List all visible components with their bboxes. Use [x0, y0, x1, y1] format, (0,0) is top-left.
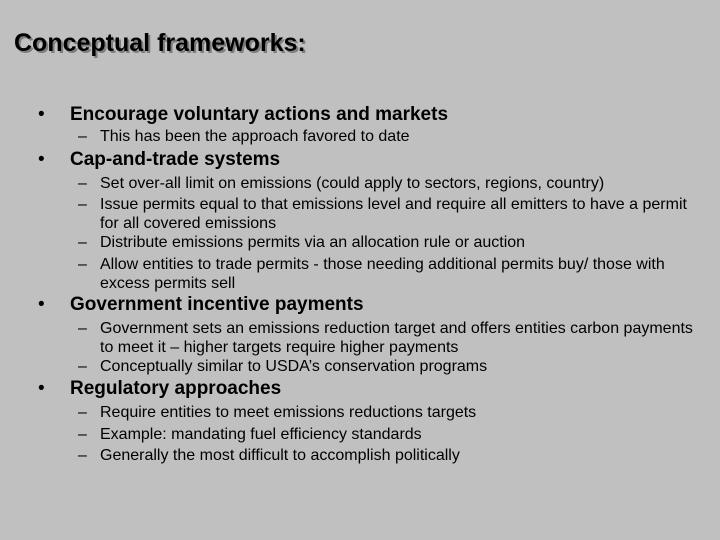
sub-item — [78, 319, 708, 357]
sub-item — [78, 127, 708, 146]
bullet-marker: • — [38, 149, 45, 170]
dash-marker: – — [78, 447, 87, 464]
bullet-government-incentive — [38, 293, 364, 317]
sub-item — [78, 446, 708, 465]
sub-item-text: Example: mandating fuel efficiency standards — [100, 426, 422, 443]
sub-item — [78, 174, 708, 193]
dash-marker: – — [78, 426, 87, 443]
sub-item-text: Require entities to meet emissions reductions targets — [100, 404, 477, 421]
bullet-text: Cap-and-trade systems — [70, 149, 281, 170]
bullet-voluntary-actions — [38, 103, 448, 127]
bullet-text: Encourage voluntary actions and markets — [70, 104, 449, 125]
slide-title: Conceptual frameworks: — [14, 29, 306, 57]
dash-marker: – — [78, 256, 87, 273]
sub-item-text: Generally the most difficult to accomplish politically — [100, 447, 460, 464]
sub-item — [78, 403, 708, 422]
sub-item-text: Set over-all limit on emissions (could apply to sectors, regions, country) — [100, 175, 605, 192]
dash-marker: – — [78, 196, 87, 213]
dash-marker: – — [78, 404, 87, 421]
dash-marker: – — [78, 358, 87, 375]
sub-item — [78, 357, 708, 376]
sub-item-text: Conceptually similar to USDA’s conservation programs — [100, 358, 488, 375]
sub-item-text: Issue permits equal to that emissions level and require all emitters to have a permit for all covered emissions — [100, 196, 687, 232]
bullet-text: Regulatory approaches — [70, 378, 282, 399]
sub-item-text: This has been the approach favored to date — [100, 128, 410, 145]
bullet-text: Government incentive payments — [70, 294, 364, 315]
bullet-cap-and-trade — [38, 148, 280, 172]
dash-marker: – — [78, 175, 87, 192]
bullet-marker: • — [38, 294, 45, 315]
sub-item-text: Government sets an emissions reduction target and offers entities carbon payments to meet it – higher targets require higher payments — [100, 320, 693, 356]
bullet-regulatory-approaches — [38, 377, 281, 401]
bullet-marker: • — [38, 104, 45, 125]
dash-marker: – — [78, 128, 87, 145]
bullet-marker: • — [38, 378, 45, 399]
dash-marker: – — [78, 320, 87, 337]
sub-item-text: Allow entities to trade permits - those needing additional permits buy/ those with excess permits sell — [100, 256, 665, 292]
sub-item — [78, 233, 708, 252]
sub-item — [78, 195, 708, 233]
sub-item — [78, 255, 708, 293]
sub-item-text: Distribute emissions permits via an allocation rule or auction — [100, 234, 526, 251]
sub-item — [78, 425, 708, 444]
dash-marker: – — [78, 234, 87, 251]
